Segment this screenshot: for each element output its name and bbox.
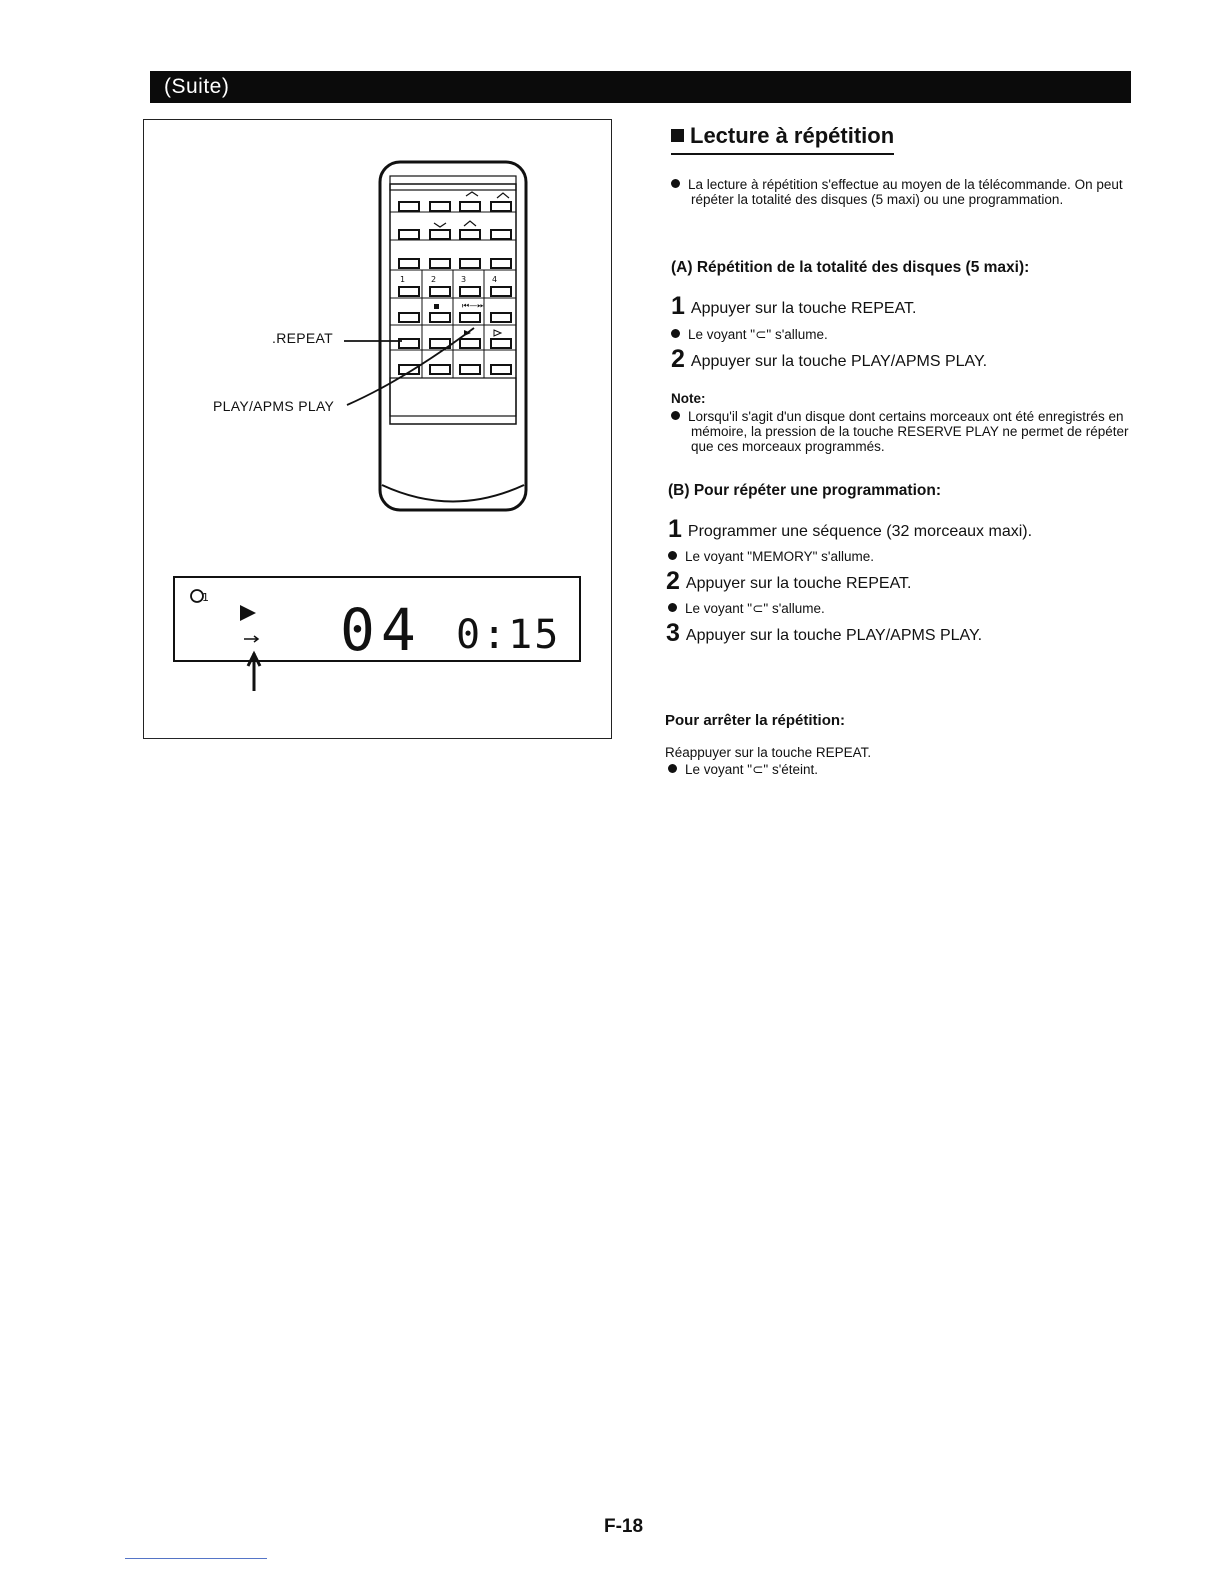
bullet-icon xyxy=(668,551,677,560)
next-icon xyxy=(494,330,501,336)
lcd-display xyxy=(174,577,580,691)
bullet-text: Le voyant "⊂" s'allume. xyxy=(685,601,825,616)
note-text: Lorsqu'il s'agit d'un disque dont certains morceaux ont été enregistrés en mémoire, la pression de la touche RESERVE PLAY ne permet de répéter que ces morceaux programmés. xyxy=(688,409,1129,454)
step-text: Programmer une séquence (32 morceaux maxi). xyxy=(687,523,1033,540)
step-number: 1 xyxy=(668,515,682,543)
remote-control xyxy=(380,162,526,510)
repeat-indicator-icon xyxy=(244,636,258,642)
bullet-icon xyxy=(668,764,677,773)
part-b-bullet-1 xyxy=(668,549,874,565)
part-a-step-1 xyxy=(671,294,917,321)
arrow-icon xyxy=(248,653,260,691)
step-number: 3 xyxy=(666,619,680,647)
bullet-text: Le voyant "⊂" s'allume. xyxy=(688,327,828,342)
bullet-icon xyxy=(671,179,680,188)
remote-small-labels xyxy=(400,275,501,336)
step-number: 1 xyxy=(671,292,685,320)
bullet-text: Le voyant "MEMORY" s'allume. xyxy=(685,549,874,564)
repeat-callout: .REPEAT xyxy=(272,330,333,346)
play-callout: PLAY/APMS PLAY xyxy=(213,398,335,414)
title-square-icon xyxy=(671,129,684,142)
disc-key-label-3: 3 xyxy=(461,275,467,284)
time-readout: 0:15 xyxy=(456,612,561,658)
header-label: (Suite) xyxy=(164,75,230,98)
footer-rule xyxy=(125,1558,267,1559)
skip-key-label: ⏮—⏭ xyxy=(462,301,485,310)
step-number: 2 xyxy=(666,567,680,595)
bullet-icon xyxy=(671,329,680,338)
section-title xyxy=(671,121,894,155)
play-indicator-icon xyxy=(240,605,256,621)
disc-key-label-2: 2 xyxy=(431,275,437,284)
part-b-heading: (B) Pour répéter une programmation: xyxy=(668,482,941,499)
page-number: F-18 xyxy=(604,1516,644,1537)
remote-and-display-illustration xyxy=(144,120,613,740)
part-b-step-1 xyxy=(668,517,1032,544)
intro-paragraph xyxy=(671,177,1151,207)
bullet-text: Le voyant "⊂" s'éteint. xyxy=(685,762,819,777)
part-a-bullet-1 xyxy=(671,327,828,343)
intro-text: La lecture à répétition s'effectue au moyen de la télécommande. On peut répéter la totalité des disques (5 maxi) ou une programmation. xyxy=(688,177,1123,207)
part-a-step-2 xyxy=(671,347,987,374)
illustration-panel xyxy=(143,119,612,739)
track-readout: 04 xyxy=(340,596,422,664)
part-b-bullet-2 xyxy=(668,601,825,617)
step-text: Appuyer sur la touche REPEAT. xyxy=(685,575,912,592)
stop-bullet xyxy=(668,762,818,778)
step-number: 2 xyxy=(671,345,685,373)
bullet-icon xyxy=(671,411,680,420)
step-text: Appuyer sur la touche PLAY/APMS PLAY. xyxy=(690,353,988,370)
disc-key-label-1: 1 xyxy=(400,275,406,284)
bullet-icon xyxy=(668,603,677,612)
step-text: Appuyer sur la touche PLAY/APMS PLAY. xyxy=(685,627,983,644)
part-b-step-2 xyxy=(666,569,912,596)
stop-icon xyxy=(434,304,439,309)
section-title-text: Lecture à répétition xyxy=(690,123,895,148)
stop-text: Réappuyer sur la touche REPEAT. xyxy=(665,745,872,760)
step-text: Appuyer sur la touche REPEAT. xyxy=(690,300,917,317)
disc-key-label-4: 4 xyxy=(492,275,498,284)
note-label: Note: xyxy=(671,391,706,406)
part-a-heading: (A) Répétition de la totalité des disques (5 maxi): xyxy=(671,259,1030,276)
stop-heading: Pour arrêter la répétition: xyxy=(665,712,846,729)
disc-indicator: 1 xyxy=(202,591,209,604)
note-paragraph xyxy=(671,409,1151,454)
part-b-step-3 xyxy=(666,621,982,648)
header-bar xyxy=(150,71,1131,103)
